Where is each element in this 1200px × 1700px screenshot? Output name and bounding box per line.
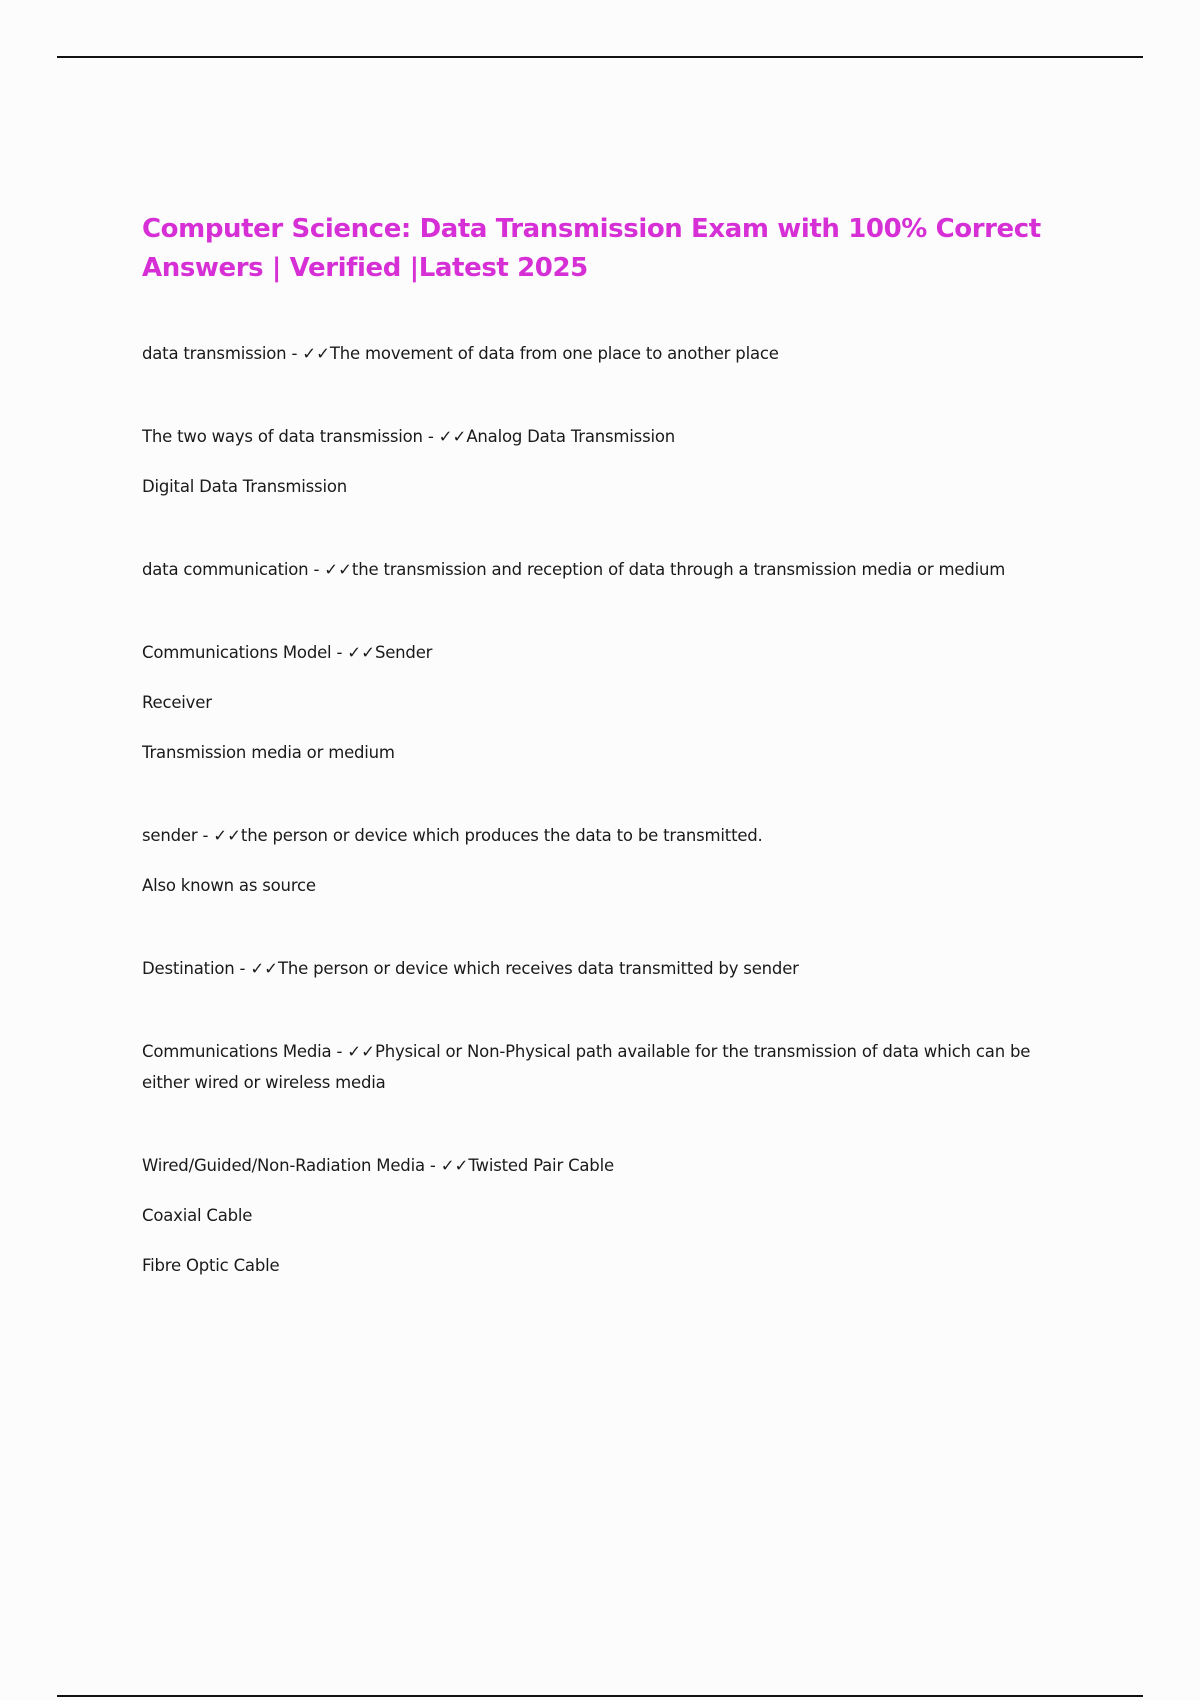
qa-line bbox=[142, 338, 1062, 369]
qa-line bbox=[142, 637, 1062, 668]
double-check-icon: ✓✓ bbox=[440, 1156, 469, 1175]
title-line-1: Computer Science: Data Transmission Exam with 100% Correct bbox=[142, 214, 1041, 244]
qa-term: data communication - bbox=[142, 560, 325, 579]
qa-item bbox=[142, 953, 1062, 984]
double-check-icon: ✓✓ bbox=[324, 560, 352, 579]
qa-list bbox=[142, 338, 1062, 1281]
qa-answer-continuation: Fibre Optic Cable bbox=[142, 1256, 280, 1275]
document-title bbox=[142, 210, 1062, 288]
qa-answer-continuation: Digital Data Transmission bbox=[142, 477, 347, 496]
qa-item bbox=[142, 820, 1062, 901]
qa-answer: Analog Data Transmission bbox=[466, 427, 676, 446]
qa-answer-continuation: Coaxial Cable bbox=[142, 1206, 253, 1225]
qa-term: Communications Model - bbox=[142, 643, 348, 662]
footer-rule bbox=[57, 1695, 1143, 1697]
qa-answer: Twisted Pair Cable bbox=[468, 1156, 614, 1175]
qa-term: sender - bbox=[142, 826, 214, 845]
double-check-icon: ✓✓ bbox=[302, 344, 330, 363]
qa-item bbox=[142, 1036, 1062, 1098]
qa-answer-continuation: Receiver bbox=[142, 693, 212, 712]
qa-answer-continuation: Also known as source bbox=[142, 876, 316, 895]
qa-item bbox=[142, 338, 1062, 369]
qa-line bbox=[142, 421, 1062, 452]
qa-answer: the transmission and reception of data through a transmission media or medium bbox=[351, 560, 1006, 579]
document-body bbox=[142, 210, 1062, 1333]
double-check-icon: ✓✓ bbox=[438, 427, 467, 446]
qa-line bbox=[142, 1036, 1062, 1098]
qa-answer: the person or device which produces the data to be transmitted. bbox=[240, 826, 763, 845]
qa-term: data transmission - bbox=[142, 344, 303, 363]
qa-term: Communications Media - bbox=[142, 1042, 348, 1061]
qa-answer: Physical or Non-Physical path available for the transmission of data which can be either wired or wireless media bbox=[142, 1042, 1031, 1092]
qa-answer-continuation: Transmission media or medium bbox=[142, 743, 395, 762]
qa-line bbox=[142, 820, 1062, 851]
qa-item bbox=[142, 637, 1062, 768]
double-check-icon: ✓✓ bbox=[250, 959, 278, 978]
double-check-icon: ✓✓ bbox=[347, 643, 375, 662]
qa-line bbox=[142, 554, 1062, 585]
qa-term: Destination - bbox=[142, 959, 251, 978]
qa-item bbox=[142, 554, 1062, 585]
qa-item bbox=[142, 421, 1062, 502]
header-rule bbox=[57, 56, 1143, 58]
double-check-icon: ✓✓ bbox=[213, 826, 241, 845]
qa-answer: The movement of data from one place to another place bbox=[329, 344, 779, 363]
qa-answer: Sender bbox=[374, 643, 433, 662]
double-check-icon: ✓✓ bbox=[347, 1042, 375, 1061]
qa-line bbox=[142, 1150, 1062, 1181]
qa-term: The two ways of data transmission - bbox=[142, 427, 439, 446]
qa-answer: The person or device which receives data transmitted by sender bbox=[277, 959, 799, 978]
title-line-2: Answers | Verified |Latest 2025 bbox=[142, 253, 588, 283]
qa-item bbox=[142, 1150, 1062, 1281]
qa-term: Wired/Guided/Non-Radiation Media - bbox=[142, 1156, 441, 1175]
qa-line bbox=[142, 953, 1062, 984]
